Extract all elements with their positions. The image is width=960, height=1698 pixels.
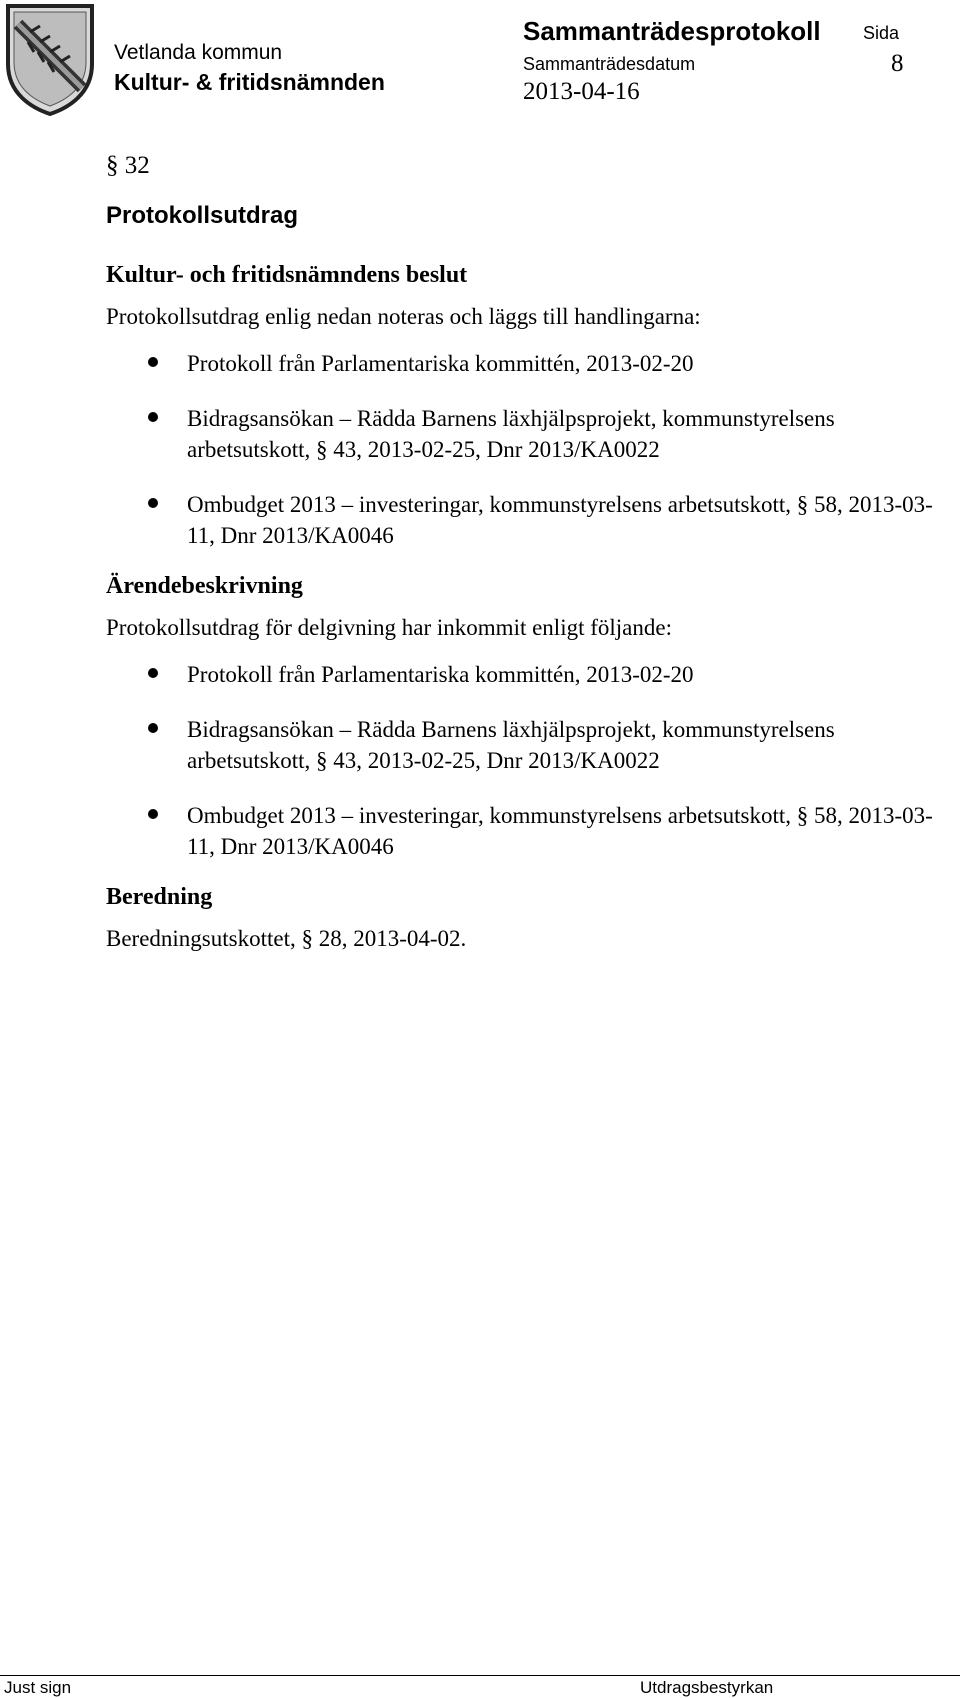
bullet-icon [148,357,158,367]
page-label: Sida [863,23,900,43]
preparation-text: Beredningsutskottet, § 28, 2013-04-02. [106,926,467,951]
list-item: Protokoll från Parlamentariska kommittén, 2013-02-20 [106,659,956,690]
preparation-heading: Beredning [106,884,213,910]
description-list [106,659,956,862]
decision-list [106,348,956,551]
decision-intro: Protokollsutdrag enlig nedan noteras och läggs till handlingarna: [106,304,701,329]
section-title: Protokollsutdrag [106,202,299,229]
paragraph-number: § 32 [106,152,150,179]
page-number: 8 [891,50,904,77]
organization-name: Vetlanda kommun [114,41,283,64]
bullet-icon [148,668,158,678]
protocol-body [106,150,956,970]
certification-label: Utdragsbestyrkan [640,1678,774,1697]
document-type: Sammanträdesprotokoll [523,16,821,46]
meeting-date: 2013-04-16 [523,78,640,105]
committee-name: Kultur- & fritidsnämnden [114,69,385,95]
meeting-date-label: Sammanträdesdatum [523,54,696,74]
signature-label: Just sign [4,1678,72,1697]
coat-of-arms-icon [4,2,96,118]
footer-divider [0,1675,960,1676]
list-item: Bidragsansökan – Rädda Barnens läxhjälpsprojekt, kommunstyrelsens arbetsutskott, § 43, 2013-02-25, Dnr 2013/KA0022 [106,403,956,465]
bullet-icon [148,723,158,733]
list-item: Bidragsansökan – Rädda Barnens läxhjälpsprojekt, kommunstyrelsens arbetsutskott, § 43, 2013-02-25, Dnr 2013/KA0022 [106,714,956,776]
decision-heading: Kultur- och fritidsnämndens beslut [106,262,468,288]
bullet-icon [148,498,158,508]
bullet-icon [148,809,158,819]
description-heading: Ärendebeskrivning [106,573,303,599]
list-item: Ombudget 2013 – investeringar, kommunstyrelsens arbetsutskott, § 58, 2013-03-11, Dnr 2013/KA0046 [106,489,956,551]
bullet-icon [148,412,158,422]
list-item: Protokoll från Parlamentariska kommittén, 2013-02-20 [106,348,956,379]
list-item: Ombudget 2013 – investeringar, kommunstyrelsens arbetsutskott, § 58, 2013-03-11, Dnr 2013/KA0046 [106,800,956,862]
description-intro: Protokollsutdrag för delgivning har inkommit enligt följande: [106,615,672,640]
